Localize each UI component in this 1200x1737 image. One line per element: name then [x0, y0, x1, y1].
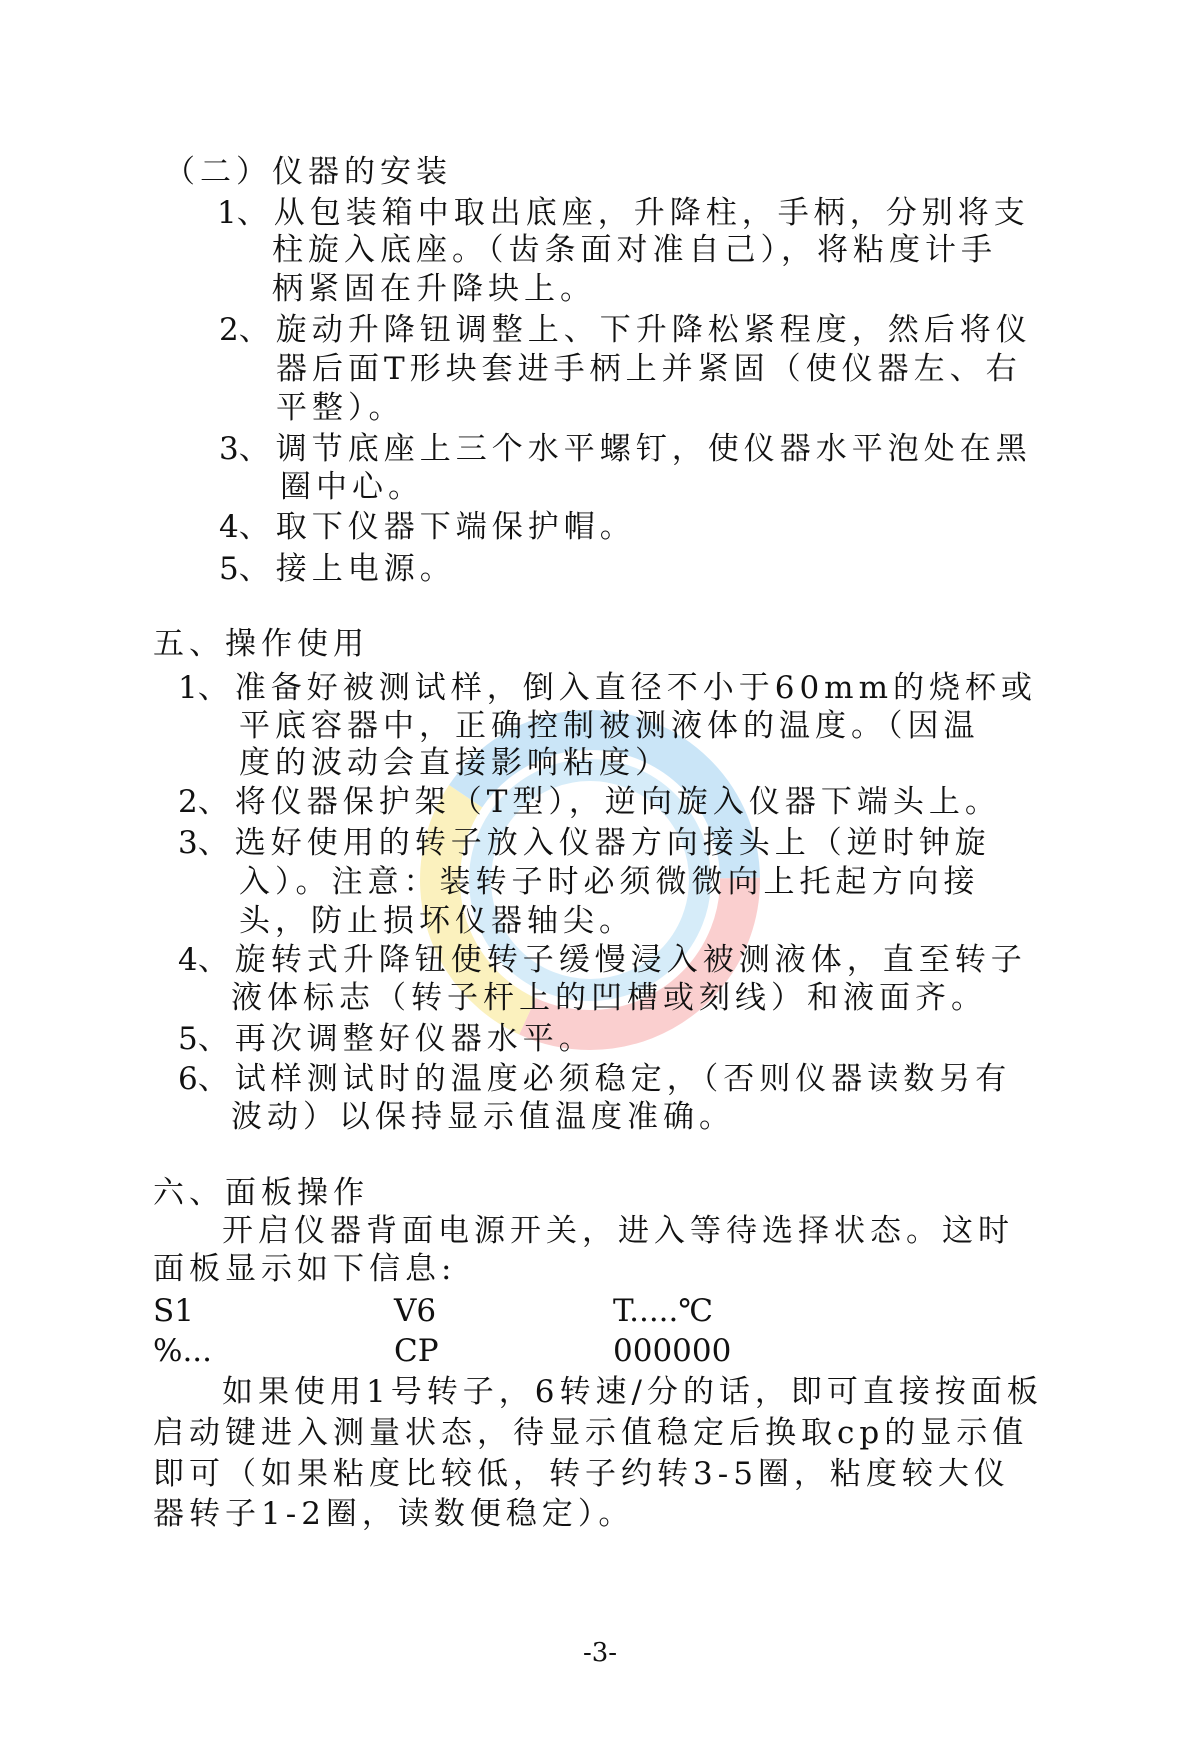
paragraph-line: 如果使用1号转子，6转速/分的话，即可直接按面板 — [222, 1374, 1043, 1410]
section-heading: 五、操作使用 — [153, 626, 369, 662]
list-item-first-line — [178, 784, 1001, 820]
list-text-line: 旋动升降钮调整上、下升降松紧程度，然后将仪 — [275, 312, 1032, 348]
list-text-line: 接上电源。 — [275, 551, 456, 587]
list-text-line: 选好使用的转子放入仪器方向接头上（逆时钟旋 — [234, 825, 991, 861]
list-text-line: 从包装箱中取出底座，升降柱，手柄，分别将支 — [273, 195, 1030, 231]
list-text-line: 准备好被测试样，倒入直径不小于60mm的烧杯或 — [234, 670, 1037, 706]
list-number: 3、 — [178, 825, 229, 861]
list-text-line: 取下仪器下端保护帽。 — [275, 509, 636, 545]
list-number: 2、 — [178, 784, 229, 820]
list-number: 5、 — [219, 551, 270, 587]
list-item-first-line — [178, 825, 991, 861]
list-text-line: 将仪器保护架（T型），逆向旋入仪器下端头上。 — [234, 784, 1001, 820]
list-text-line: 器后面T形块套进手柄上并紧固（使仪器左、右 — [276, 351, 1022, 387]
list-text-line: 入）。注意：装转子时必须微微向上托起方向接 — [239, 864, 980, 900]
list-text-line: 平整）。 — [276, 390, 405, 426]
list-number: 2、 — [219, 312, 270, 348]
list-number: 4、 — [219, 509, 270, 545]
list-text-line: 柱旋入底座。（齿条面对准自己），将粘度计手 — [272, 232, 997, 268]
list-text-line: 波动）以保持显示值温度准确。 — [231, 1099, 735, 1135]
list-text-line: 平底容器中，正确控制被测液体的温度。（因温 — [239, 708, 980, 744]
paragraph-line: 即可（如果粘度比较低，转子约转3-5圈，粘度较大仪 — [153, 1456, 1010, 1492]
list-item-first-line — [178, 1021, 595, 1057]
list-item-first-line — [178, 1061, 1011, 1097]
paragraph-line: 面板显示如下信息: — [153, 1251, 457, 1287]
list-text-line: 头，防止损坏仪器轴尖。 — [239, 903, 635, 939]
list-item-first-line — [219, 509, 636, 545]
list-item-first-line — [217, 195, 1030, 231]
list-text-line: 液体标志（转子杆上的凹槽或刻线）和液面齐。 — [231, 980, 987, 1016]
list-item-first-line — [219, 431, 1032, 467]
list-text-line: 柄紧固在升降块上。 — [272, 271, 596, 307]
list-item-first-line — [219, 312, 1032, 348]
panel-display-value: CP — [394, 1333, 439, 1369]
panel-display-value: S1 — [153, 1293, 194, 1329]
page-number: -3- — [582, 1638, 618, 1668]
list-number: 5、 — [178, 1021, 229, 1057]
list-number: 3、 — [219, 431, 270, 467]
list-item-first-line — [178, 670, 1037, 706]
list-item-first-line — [219, 551, 456, 587]
list-number: 1、 — [217, 195, 268, 231]
list-number: 4、 — [178, 942, 229, 978]
panel-display-value: V6 — [394, 1293, 437, 1329]
panel-display-value: 000000 — [613, 1333, 732, 1369]
paragraph-line: 启动键进入测量状态，待显示值稳定后换取cp的显示值 — [153, 1415, 1029, 1451]
list-text-line: 调节底座上三个水平螺钉，使仪器水平泡处在黑 — [275, 431, 1032, 467]
paragraph-line: 器转子1-2圈，读数便稳定）。 — [153, 1496, 635, 1532]
section-heading: 六、面板操作 — [153, 1175, 369, 1211]
list-text-line: 度的波动会直接影响粘度） — [239, 745, 671, 781]
section-heading: （二）仪器的安装 — [164, 154, 452, 190]
list-number: 6、 — [178, 1061, 229, 1097]
list-text-line: 试样测试时的温度必须稳定，（否则仪器读数另有 — [234, 1061, 1012, 1097]
list-number: 1、 — [178, 670, 229, 706]
list-text-line: 旋转式升降钮使转子缓慢浸入被测液体，直至转子 — [234, 942, 1027, 978]
panel-display-value: T.....℃ — [613, 1293, 714, 1329]
paragraph-line: 开启仪器背面电源开关，进入等待选择状态。这时 — [222, 1213, 1014, 1249]
panel-display-value: %... — [153, 1333, 213, 1369]
list-item-first-line — [178, 942, 1027, 978]
list-text-line: 圈中心。 — [280, 469, 424, 505]
list-text-line: 再次调整好仪器水平。 — [234, 1021, 595, 1057]
